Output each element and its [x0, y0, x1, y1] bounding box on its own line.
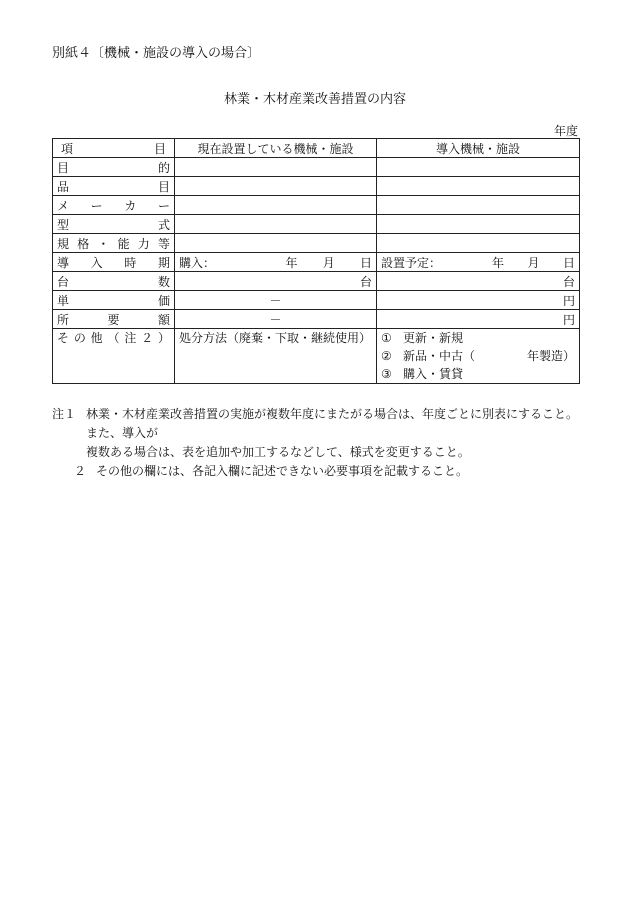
- item-current-cell[interactable]: [175, 177, 377, 196]
- spec-introduced-cell[interactable]: [377, 234, 580, 253]
- option-new-used: ② 新品・中古（ 年製造）: [381, 349, 575, 363]
- row-label-spec: 規 格 ・ 能 力 等: [53, 234, 175, 253]
- row-label-count: 台 数: [53, 272, 175, 291]
- header-current: 現在設置している機械・施設: [175, 139, 377, 158]
- row-label-other: そ の 他 （ 注 ２ ）: [53, 329, 175, 384]
- table-row: [53, 234, 580, 253]
- table-row: [53, 272, 580, 291]
- purchase-prefix: 購入：: [179, 255, 216, 270]
- item-introduced-cell[interactable]: [377, 177, 580, 196]
- document-title: 林業・木材産業改善措置の内容: [223, 92, 406, 107]
- note-1: 注１ 林業・木材産業改善措置の実施が複数年度にまたがる場合は、年度ごとに別表にすること。また、導入が 複数ある場合は、表を追加や加工するなどして、様式を変更すること。: [52, 407, 579, 459]
- required-current-cell: －: [175, 310, 377, 329]
- other-current-cell[interactable]: [175, 329, 377, 384]
- model-introduced-cell[interactable]: [377, 215, 580, 234]
- note-2: ２ その他の欄には、各記入欄に記述できない必要事項を記載すること。: [74, 464, 469, 478]
- required-introduced-cell[interactable]: 円: [377, 310, 580, 329]
- table-row: [53, 158, 580, 177]
- disposal-method: 処分方法（廃棄・下取・継続使用）: [179, 331, 372, 345]
- option-renewal: ① 更新・新規: [381, 331, 464, 345]
- attachment-label: 別紙４〔機械・施設の導入の場合〕: [52, 46, 261, 61]
- table-row: [53, 215, 580, 234]
- purpose-introduced-cell[interactable]: [377, 158, 580, 177]
- table-row: [53, 253, 580, 272]
- row-label-purpose: 目 的: [53, 158, 175, 177]
- header-introduced: 導入機械・施設: [377, 139, 580, 158]
- header-item: 項 目: [53, 139, 175, 158]
- row-label-model: 型 式: [53, 215, 175, 234]
- table-row: [53, 291, 580, 310]
- model-current-cell[interactable]: [175, 215, 377, 234]
- row-label-required: 所 要 額: [53, 310, 175, 329]
- maker-current-cell[interactable]: [175, 196, 377, 215]
- improvement-measures-table: [52, 138, 580, 384]
- maker-introduced-cell[interactable]: [377, 196, 580, 215]
- notes: [52, 405, 587, 481]
- table-row: [53, 329, 580, 384]
- purpose-current-cell[interactable]: [175, 158, 377, 177]
- table-row: [53, 177, 580, 196]
- header-row: [53, 139, 580, 158]
- row-label-unit-price: 単 価: [53, 291, 175, 310]
- timing-introduced-cell[interactable]: 設置予定： 年 月 日: [377, 253, 580, 272]
- unit-price-current-cell: －: [175, 291, 377, 310]
- table-row: [53, 310, 580, 329]
- count-introduced-cell[interactable]: 台: [377, 272, 580, 291]
- spec-current-cell[interactable]: [175, 234, 377, 253]
- row-label-item: 品 目: [53, 177, 175, 196]
- row-label-maker: メ ー カ ー: [53, 196, 175, 215]
- count-current-cell[interactable]: 台: [175, 272, 377, 291]
- option-purchase-lease: ③ 購入・賃貸: [381, 367, 464, 381]
- year-blank[interactable]: [510, 125, 554, 139]
- fiscal-year-field[interactable]: [510, 122, 578, 139]
- year-suffix: 年度: [553, 124, 578, 138]
- timing-current-cell[interactable]: 購入： 年 月 日: [175, 253, 377, 272]
- table-row: [53, 196, 580, 215]
- other-introduced-cell[interactable]: [377, 329, 580, 384]
- planned-prefix: 設置予定：: [381, 255, 442, 270]
- row-label-timing: 導 入 時 期: [53, 253, 175, 272]
- unit-price-introduced-cell[interactable]: 円: [377, 291, 580, 310]
